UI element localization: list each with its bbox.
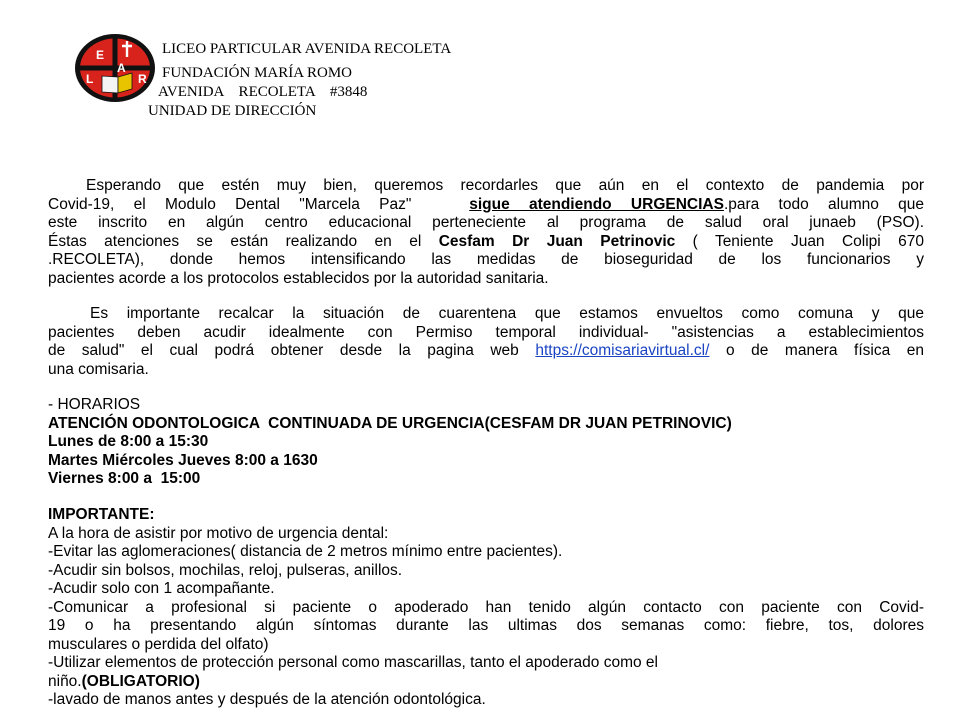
horario-mar-mie-jue: Martes Miércoles Jueves 8:00 a 1630 <box>48 451 318 469</box>
intro-line: Covid-19, el Modulo Dental "Marcela Paz" sigue atendiendo URGENCIAS.para todo alumno que <box>48 195 924 213</box>
header-address: AVENIDA RECOLETA #3848 <box>158 84 368 100</box>
header-school-name: LICEO PARTICULAR AVENIDA RECOLETA <box>162 41 452 57</box>
list-item: -lavado de manos antes y después de la atención odontológica. <box>48 691 486 708</box>
obligatorio-label: (OBLIGATORIO) <box>81 672 200 690</box>
intro-line: pacientes acorde a los protocolos establecidos por la autoridad sanitaria. <box>48 269 549 287</box>
logo-letter-a: A <box>117 61 126 75</box>
intro-line: Éstas atenciones se están realizando en el Cesfam Dr Juan Petrinovic ( Teniente Juan Colipi 670 <box>48 232 924 250</box>
cuarentena-line: de salud" el cual podrá obtener desde la pagina web https://comisariavirtual.cl/ o de manera física en <box>48 342 925 359</box>
list-item: -Comunicar a profesional si paciente o apoderado han tenido algún contacto con paciente con Covid- <box>48 598 924 616</box>
importante-title: IMPORTANTE: <box>48 506 155 523</box>
list-item: 19 o ha presentando algún síntomas durante las ultimas dos semanas como: fiebre, tos, dolores <box>48 617 924 634</box>
list-item: -Utilizar elementos de protección personal como mascarillas, tanto el apoderado como el <box>48 654 658 671</box>
list-item: musculares o perdida del olfato) <box>48 635 269 653</box>
paragraph-intro <box>48 177 924 288</box>
cuarentena-line: una comisaria. <box>48 360 149 378</box>
header-foundation: FUNDACIÓN MARÍA ROMO <box>162 65 353 81</box>
cuarentena-line: pacientes deben acudir idealmente con Permiso temporal individual- "asistencias a establecimientos <box>48 323 924 341</box>
horarios-label: - HORARIOS <box>48 396 141 413</box>
cesfam-name: Cesfam Dr Juan Petrinovic <box>438 232 676 250</box>
horario-viernes: Viernes 8:00 a 15:00 <box>48 470 201 487</box>
header-unit: UNIDAD DE DIRECCIÓN <box>148 103 317 119</box>
school-logo <box>74 33 156 103</box>
list-item: -Acudir sin bolsos, mochilas, reloj, pulseras, anillos. <box>48 561 403 579</box>
list-item: -Acudir solo con 1 acompañante. <box>48 580 275 597</box>
logo-letter-l: L <box>86 72 94 86</box>
importante-intro: A la hora de asistir por motivo de urgencia dental: <box>48 524 389 542</box>
comisaria-virtual-link[interactable]: https://comisariavirtual.cl/ <box>535 342 710 359</box>
intro-line: este inscrito en algún centro educacional perteneciente al programa de salud oral junaeb (PSO). <box>48 214 924 231</box>
intro-line: Esperando que estén muy bien, queremos recordarles que aún en el contexto de pandemia por <box>86 177 924 194</box>
importante-section <box>48 506 924 710</box>
list-item: -Evitar las aglomeraciones( distancia de 2 metros mínimo entre pacientes). <box>48 543 563 560</box>
logo-letter-e: E <box>96 48 105 62</box>
urgencias-highlight: sigue atendiendo URGENCIAS <box>469 195 724 213</box>
horarios-title: ATENCIÓN ODONTOLOGICA CONTINUADA DE URGENCIA(CESFAM DR JUAN PETRINOVIC) <box>48 414 732 432</box>
list-item: niño.(OBLIGATORIO) <box>48 672 200 690</box>
intro-line: .RECOLETA), donde hemos intensificando las medidas de bioseguridad de los funcionarios y <box>48 251 924 268</box>
logo-letter-r: R <box>138 72 147 86</box>
paragraph-cuarentena <box>48 305 924 379</box>
horarios-section <box>48 396 924 489</box>
cuarentena-line: Es importante recalcar la situación de cuarentena que estamos envueltos como comuna y que <box>90 305 924 322</box>
horario-lunes: Lunes de 8:00 a 15:30 <box>48 433 209 450</box>
